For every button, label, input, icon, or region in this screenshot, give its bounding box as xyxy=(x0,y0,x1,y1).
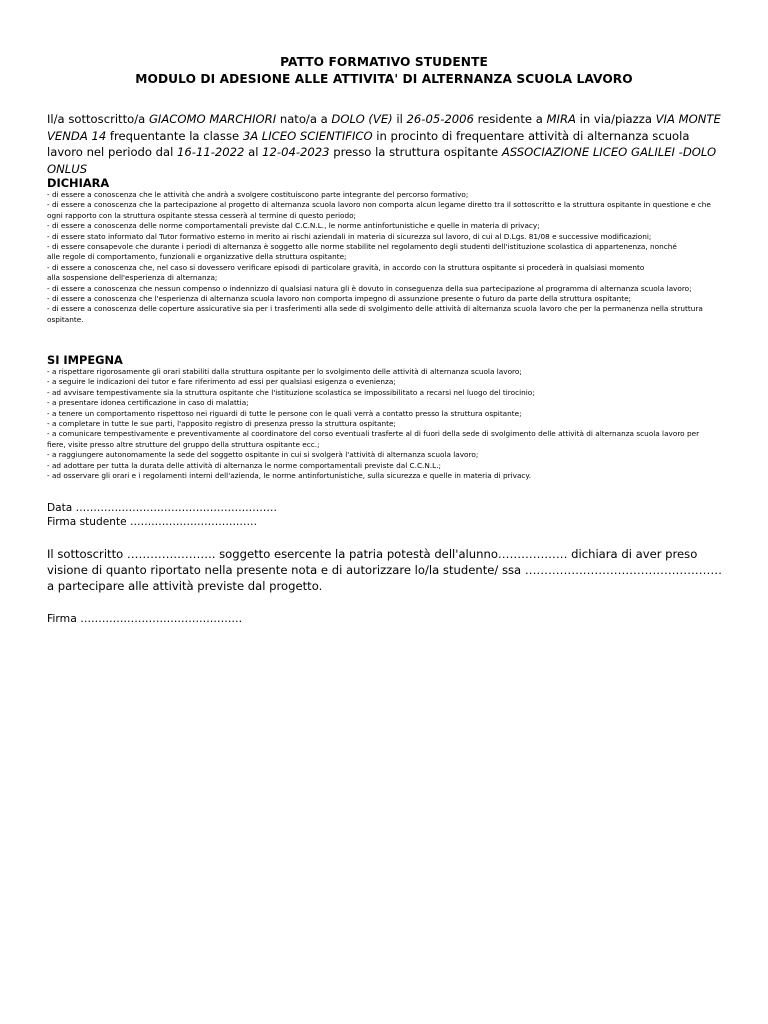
list-item: - a completare in tutte le sue parti, l'apposito registro di presenza presso la struttura ospitante; xyxy=(47,419,396,429)
intro-text: residente a xyxy=(473,112,547,126)
list-item: - di essere stato informato dal Tutor formativo esterno in merito ai rischi aziendali in materia di sicurezza sul lavoro, di cui al D.Lgs. 81/08 e successive modificazioni; xyxy=(47,231,652,241)
list-item: - ad avvisare tempestivamente sia la struttura ospitante che l'istituzione scolastica se impossibilitato a recarsi nel luogo del tirocinio; xyxy=(47,387,535,397)
si-impegna-heading: SI IMPEGNA xyxy=(47,353,123,367)
date-field-line: Data ………………………………………………… xyxy=(47,502,277,514)
list-item: - ad osservare gli orari e i regolamenti interni dell'azienda, le norme antinfortunistiche, sulla sicurezza e quelle in materia di privacy. xyxy=(47,471,532,481)
residence-city: MIRA xyxy=(546,112,576,126)
list-item: - a rispettare rigorosamente gli orari stabiliti dalla struttura ospitante per lo svolgimento delle attività di alternanza scuola lavoro; xyxy=(47,367,522,376)
list-item: - a seguire le indicazioni dei tutor e fare riferimento ad essi per qualsiasi esigenza o evenienza; xyxy=(47,377,396,387)
intro-text: nato/a a xyxy=(276,112,332,126)
list-item: - a raggiungere autonomamente la sede del soggetto ospitante in cui si svolgerà l'attività di alternanza scuola lavoro; xyxy=(47,450,479,460)
intro-text: al xyxy=(244,145,263,159)
si-impegna-list xyxy=(47,367,717,481)
intro-text: presso la struttura ospitante xyxy=(329,145,502,159)
document-subtitle: MODULO DI ADESIONE ALLE ATTIVITA' DI ALTERNANZA SCUOLA LAVORO xyxy=(135,72,633,86)
list-item: - a tenere un comportamento rispettoso nei riguardi di tutte le persone con le quali verrà a contatto presso la struttura ospitante; xyxy=(47,408,522,418)
birth-date: 26-05-2006 xyxy=(406,112,474,126)
intro-text: in procinto di frequentare attività di alternanza scuola lavoro nel periodo dal xyxy=(47,128,690,159)
list-item: alla sospensione dell'esperienza di alternanza; xyxy=(47,273,218,283)
list-item: - a comunicare tempestivamente e preventivamente al coordinatore del corso eventuali trasferte al di fuori della sede di svolgimento delle attività di alternanza scuola lavoro per fiere, visite presso altre strutture del gruppo della struttura ospitante ecc.; xyxy=(47,429,700,449)
list-item: - di essere a conoscenza che le attività che andrà a svolgere costituiscono parte integrante del percorso formativo; xyxy=(47,190,469,199)
intro-text: il xyxy=(392,112,407,126)
list-item: - di essere a conoscenza che, nel caso si dovessero verificare episodi di particolare gravità, in accordo con la struttura ospitante si procederà in qualsiasi momento xyxy=(47,262,645,272)
date-from: 16-11-2022 xyxy=(177,145,245,159)
host-organization: ASSOCIAZIONE LICEO GALILEI -DOLO ONLUS xyxy=(47,145,717,176)
dichiara-heading: DICHIARA xyxy=(47,176,110,190)
list-item: - di essere consapevole che durante i periodi di alternanza è soggetto alle norme stabilite nel regolamento degli studenti dell'istituzione scolastica di appartenenza, nonché xyxy=(47,242,677,252)
list-item: alle regole di comportamento, funzionali e organizzative della struttura ospitante; xyxy=(47,252,347,262)
list-item: - di essere a conoscenza che la partecipazione al progetto di alternanza scuola lavoro non comporta alcun legame diretto tra il sottoscritto e la struttura ospitante in questione e che ogni rapporto con la struttura ospitante stessa cesserà al termine di questo periodo; xyxy=(47,200,711,220)
list-item: - di essere a conoscenza che l'esperienza di alternanza scuola lavoro non comporta impegno di assunzione presente o futuro da parte della struttura ospitante; xyxy=(47,294,632,304)
list-item: - di essere a conoscenza che nessun compenso o indennizzo di qualsiasi natura gli è dovuto in conseguenza della sua partecipazione al programma di alternanza scuola lavoro; xyxy=(47,283,692,293)
list-item: - di essere a conoscenza delle norme comportamentali previste dal C.C.N.L., le norme antinfortunistiche e quelle in materia di privacy; xyxy=(47,221,540,231)
intro-text: Il/a sottoscritto/a xyxy=(47,112,149,126)
parent-signature-line: Firma ……………………………………… xyxy=(47,612,243,625)
intro-text: frequentante la classe xyxy=(106,128,243,143)
list-item: - ad adottare per tutta la durata delle attività di alternanza le norme comportamentali previste dal C.C.N.L.; xyxy=(47,460,441,470)
dichiara-list xyxy=(47,190,717,325)
class-name: 3A LICEO SCIENTIFICO xyxy=(242,128,373,143)
student-name: GIACOMO MARCHIORI xyxy=(148,112,277,126)
parent-authorization-paragraph: Il sottoscritto ………………….. soggetto esercente la patria potestà dell'alunno……………… dichiara di aver preso visione di quanto riportato nella presente nota e di autorizzare lo/la studente/ ssa …………………………………………… a partecipare alle attività previste dal progetto. xyxy=(47,547,722,593)
birth-place: DOLO (VE) xyxy=(331,112,393,126)
student-signature-line: Firma studente ……………………………… xyxy=(47,516,258,528)
intro-text: in via/piazza xyxy=(575,112,656,126)
document-title: PATTO FORMATIVO STUDENTE xyxy=(280,55,488,69)
list-item: - di essere a conoscenza delle coperture assicurative sia per i trasferimenti alla sede di svolgimento delle attività di alternanza scuola lavoro che per la permanenza nella struttura ospitante. xyxy=(47,304,703,324)
student-declaration-paragraph xyxy=(47,111,722,177)
date-to: 12-04-2023 xyxy=(262,145,330,159)
list-item: - a presentare idonea certificazione in caso di malattia; xyxy=(47,398,249,408)
street-address: VIA MONTE VENDA 14 xyxy=(47,112,721,143)
